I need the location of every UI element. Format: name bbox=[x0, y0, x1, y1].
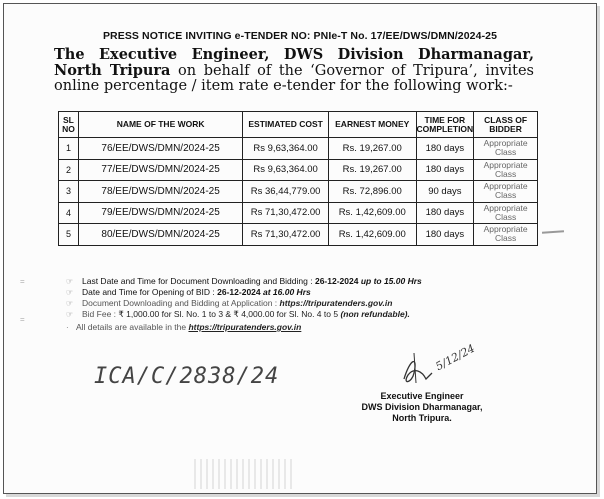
pen-stroke-mark bbox=[542, 230, 564, 234]
list-item bbox=[66, 276, 422, 287]
cell-work: 77/EE/DWS/DMN/2024-25 bbox=[78, 159, 242, 181]
cell-sl: 5 bbox=[59, 224, 79, 246]
cell-work: 79/EE/DWS/DMN/2024-25 bbox=[78, 202, 242, 224]
signature-block bbox=[392, 341, 482, 396]
pointing-hand-icon: ☞ bbox=[66, 288, 74, 297]
signatory-location: North Tripura. bbox=[392, 413, 452, 423]
pointing-hand-icon: ☞ bbox=[66, 299, 74, 308]
cell-class: Appropriate Class bbox=[474, 181, 538, 203]
bid-fee-label: Bid Fee : bbox=[82, 309, 117, 319]
cell-cost: Rs 36,44,779.00 bbox=[243, 181, 329, 203]
bid-opening-date: 26-12-2024 bbox=[217, 287, 261, 297]
cell-sl: 1 bbox=[59, 138, 79, 160]
list-item bbox=[66, 309, 422, 320]
signatory-office: DWS Division Dharmanagar, bbox=[361, 402, 483, 412]
bid-opening-time: at 16.00 Hrs bbox=[263, 287, 311, 297]
table-row bbox=[59, 159, 538, 181]
cell-work: 76/EE/DWS/DMN/2024-25 bbox=[78, 138, 242, 160]
cell-work: 78/EE/DWS/DMN/2024-25 bbox=[78, 181, 242, 203]
cell-earnest: Rs. 1,42,609.00 bbox=[328, 224, 416, 246]
tender-details-list bbox=[66, 276, 422, 333]
header-sl-no: SL NO bbox=[59, 112, 79, 138]
cell-work: 80/EE/DWS/DMN/2024-25 bbox=[78, 224, 242, 246]
header-name-of-work: NAME OF THE WORK bbox=[78, 112, 242, 138]
bid-fee-value: ₹ 1,000.00 for Sl. No. 1 to 3 & ₹ 4,000.00 for Sl. No. 4 to 5 bbox=[118, 309, 339, 319]
header-class-of-bidder: CLASS OF BIDDER bbox=[474, 112, 538, 138]
cell-cost: Rs 9,63,364.00 bbox=[243, 159, 329, 181]
download-label: Document Downloading and Bidding at Application : bbox=[82, 298, 278, 308]
bid-opening-label: Date and Time for Opening of BID : bbox=[82, 287, 215, 297]
details-label: All details are available in the bbox=[76, 322, 187, 332]
bid-deadline-date: 26-12-2024 bbox=[314, 276, 359, 286]
bid-fee-note: (non refundable). bbox=[340, 309, 410, 319]
works-table bbox=[58, 111, 538, 246]
list-item bbox=[66, 322, 422, 333]
cell-sl: 2 bbox=[59, 159, 79, 181]
press-notice-page bbox=[3, 3, 597, 494]
table-row bbox=[59, 138, 538, 160]
signatory-designation: Executive Engineer bbox=[380, 391, 464, 401]
table-header-row bbox=[59, 112, 538, 138]
cell-class: Appropriate Class bbox=[474, 159, 538, 181]
intro-paragraph bbox=[54, 47, 534, 94]
table-row bbox=[59, 181, 538, 203]
pointing-hand-icon: ☞ bbox=[66, 277, 74, 286]
bid-deadline-label: Last Date and Time for Document Downloading and Bidding : bbox=[82, 276, 313, 286]
download-link[interactable]: https://tripuratenders.gov.in bbox=[279, 298, 393, 308]
cell-cost: Rs 71,30,472.00 bbox=[243, 224, 329, 246]
header-time-for-completion: TIME FOR COMPLETION bbox=[416, 112, 474, 138]
cell-earnest: Rs. 72,896.00 bbox=[328, 181, 416, 203]
notice-title: PRESS NOTICE INVITING e-TENDER NO: PNIe-T No. 17/EE/DWS/DMN/2024-25 bbox=[102, 30, 498, 42]
cell-earnest: Rs. 19,267.00 bbox=[328, 138, 416, 160]
cell-time: 180 days bbox=[416, 224, 474, 246]
header-estimated-cost: ESTIMATED COST bbox=[243, 112, 329, 138]
table-row bbox=[59, 224, 538, 246]
margin-mark: = bbox=[20, 277, 25, 286]
cell-cost: Rs 71,30,472.00 bbox=[243, 202, 329, 224]
intro-issuer: The Executive Engineer, DWS Division Dharmanagar, North Tripura bbox=[54, 46, 534, 79]
faint-bleed-through bbox=[194, 459, 294, 489]
cell-earnest: Rs. 19,267.00 bbox=[328, 159, 416, 181]
cell-earnest: Rs. 1,42,609.00 bbox=[328, 202, 416, 224]
cell-time: 180 days bbox=[416, 159, 474, 181]
cell-class: Appropriate Class bbox=[474, 202, 538, 224]
cell-sl: 3 bbox=[59, 181, 79, 203]
cell-cost: Rs 9,63,364.00 bbox=[243, 138, 329, 160]
intro-text: on behalf of the ‘Governor of Tripura’, invites online percentage / item rate e-tender for the following work:- bbox=[54, 63, 534, 94]
table-row bbox=[59, 202, 538, 224]
bid-deadline-time: up to 15.00 Hrs bbox=[360, 276, 422, 286]
header-earnest-money: EARNEST MONEY bbox=[328, 112, 416, 138]
list-item bbox=[66, 287, 422, 298]
list-item bbox=[66, 298, 422, 309]
signatory-details bbox=[352, 391, 492, 424]
cell-time: 180 days bbox=[416, 202, 474, 224]
cell-time: 180 days bbox=[416, 138, 474, 160]
cell-class: Appropriate Class bbox=[474, 138, 538, 160]
cell-sl: 4 bbox=[59, 202, 79, 224]
signature-date: 5/12/24 bbox=[433, 341, 477, 374]
handwritten-memo-number: ICA/C/2838/24 bbox=[94, 364, 280, 389]
pointing-hand-icon: ☞ bbox=[66, 310, 74, 319]
details-link[interactable]: https://tripuratenders.gov.in bbox=[188, 322, 302, 332]
cell-time: 90 days bbox=[416, 181, 474, 203]
cell-class: Appropriate Class bbox=[474, 224, 538, 246]
bullet-mark-icon: · bbox=[66, 323, 69, 332]
margin-mark: = bbox=[20, 315, 25, 324]
